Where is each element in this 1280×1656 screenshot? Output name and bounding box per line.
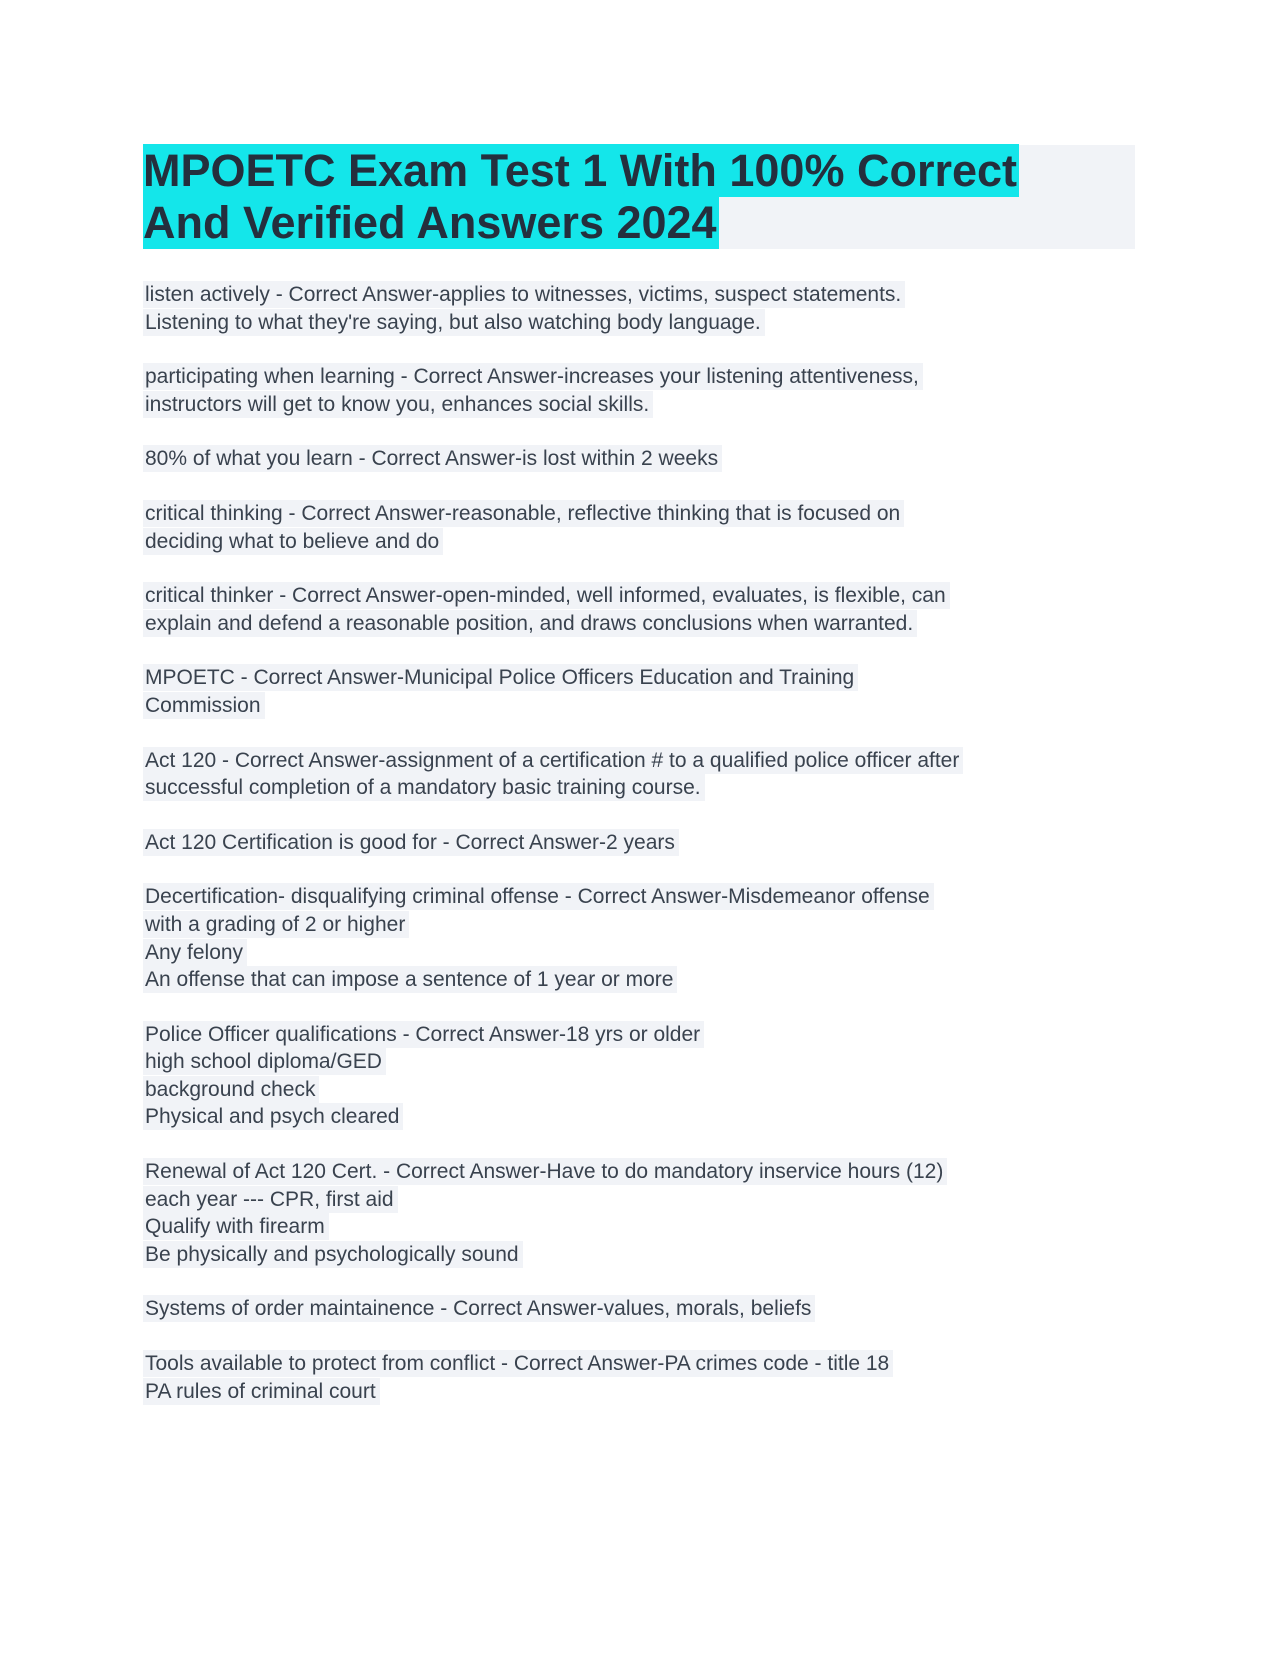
qa-line: participating when learning - Correct Answer-increases your listening attentiveness, [143, 363, 923, 390]
qa-paragraph [143, 747, 1135, 802]
qa-paragraph [143, 1295, 1135, 1323]
qa-paragraph [143, 1021, 1135, 1131]
qa-paragraph [143, 1350, 1135, 1405]
qa-paragraph [143, 1158, 1135, 1268]
qa-paragraph [143, 281, 1135, 336]
qa-line: Systems of order maintainence - Correct Answer-values, morals, beliefs [143, 1295, 815, 1322]
qa-line: listen actively - Correct Answer-applies to witnesses, victims, suspect statements. [143, 281, 905, 308]
qa-paragraph [143, 664, 1135, 719]
qa-line: Act 120 - Correct Answer-assignment of a certification # to a qualified police officer after [143, 747, 963, 774]
qa-line: Act 120 Certification is good for - Correct Answer-2 years [143, 829, 679, 856]
qa-line: explain and defend a reasonable position, and draws conclusions when warranted. [143, 610, 917, 637]
qa-line: critical thinker - Correct Answer-open-minded, well informed, evaluates, is flexible, can [143, 582, 950, 609]
page-title [143, 145, 1135, 249]
page-title-line-1: MPOETC Exam Test 1 With 100% Correct [143, 145, 1018, 196]
document-content [143, 145, 1135, 1432]
qa-line: Listening to what they're saying, but also watching body language. [143, 309, 765, 336]
qa-line: critical thinking - Correct Answer-reasonable, reflective thinking that is focused on [143, 500, 904, 527]
page-title-line-2: And Verified Answers 2024 [143, 197, 717, 248]
qa-line: each year --- CPR, first aid [143, 1186, 398, 1213]
qa-line: with a grading of 2 or higher [143, 911, 409, 938]
qa-line: Decertification- disqualifying criminal offense - Correct Answer-Misdemeanor offense [143, 883, 934, 910]
qa-line: background check [143, 1076, 319, 1103]
qa-line: MPOETC - Correct Answer-Municipal Police Officers Education and Training [143, 664, 858, 691]
qa-line: instructors will get to know you, enhances social skills. [143, 391, 653, 418]
qa-line: PA rules of criminal court [143, 1378, 380, 1405]
qa-line: Qualify with firearm [143, 1213, 329, 1240]
qa-line: Be physically and psychologically sound [143, 1241, 523, 1268]
qa-line: Commission [143, 692, 265, 719]
qa-line: deciding what to believe and do [143, 528, 443, 555]
qa-line: Police Officer qualifications - Correct Answer-18 yrs or older [143, 1021, 704, 1048]
qa-line: Any felony [143, 939, 247, 966]
qa-paragraph [143, 883, 1135, 993]
qa-paragraph [143, 582, 1135, 637]
qa-line: Renewal of Act 120 Cert. - Correct Answer-Have to do mandatory inservice hours (12) [143, 1158, 947, 1185]
qa-paragraph [143, 500, 1135, 555]
qa-line: Tools available to protect from conflict - Correct Answer-PA crimes code - title 18 [143, 1350, 893, 1377]
qa-line: 80% of what you learn - Correct Answer-is lost within 2 weeks [143, 445, 722, 472]
qa-line: high school diploma/GED [143, 1048, 386, 1075]
qa-line: Physical and psych cleared [143, 1103, 403, 1130]
qa-line: successful completion of a mandatory basic training course. [143, 774, 705, 801]
qa-paragraph [143, 445, 1135, 473]
qa-line: An offense that can impose a sentence of 1 year or more [143, 966, 677, 993]
qa-paragraph [143, 363, 1135, 418]
qa-paragraph [143, 829, 1135, 857]
